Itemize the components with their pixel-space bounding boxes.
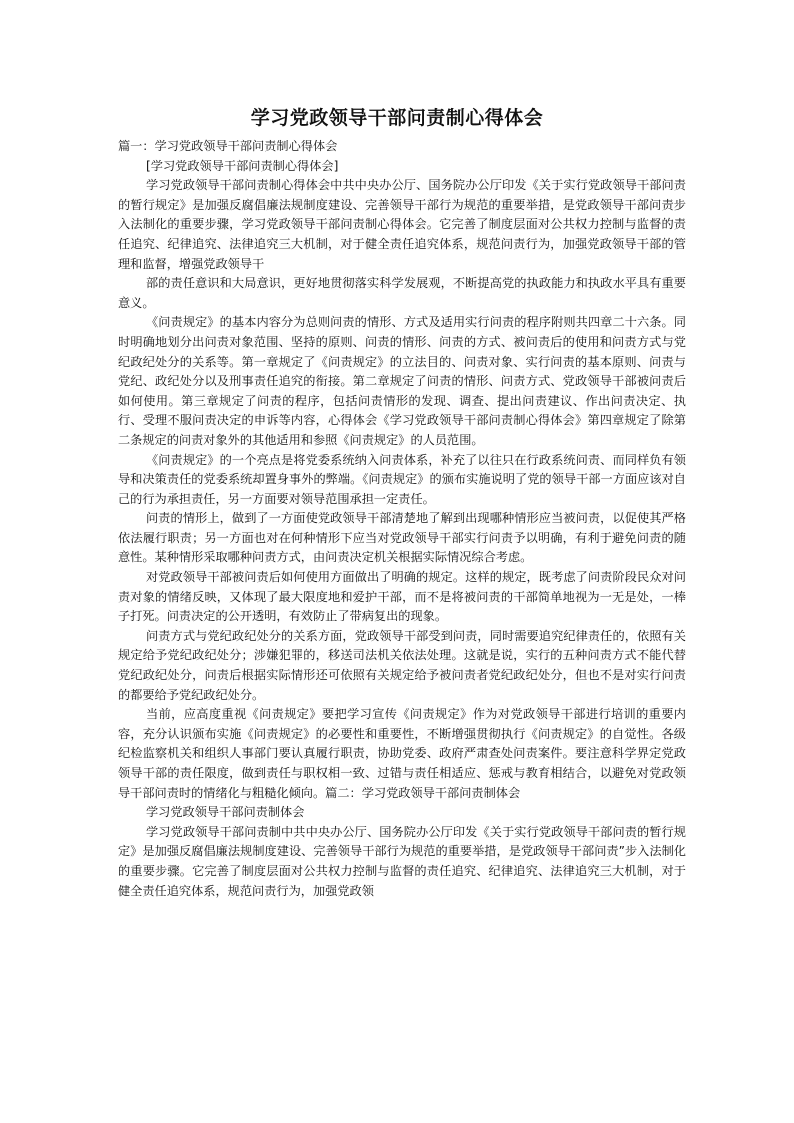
body-paragraph: 学习党政领导干部问责制体会 <box>146 805 305 820</box>
body-paragraph: 学习党政领导干部问责制中共中央办公厅、国务院办公厅印发《关于实行党政领导干部问责的暂行规定》是加强反腐倡廉法规制度建设、完善领导干部行为规范的重要举措，是党政领导干部问责”步入法制化的重要步骤。它完善了制度层面对公共权力控制与监督的责任追究、纪律追究、法律追究三大机制，对于健全责任追究体系，规范问责行为，加强党政领 <box>118 824 686 898</box>
body-paragraph: 部的责任意识和大局意识，更好地贯彻落实科学发展观，不断提高党的执政能力和执政水平具有重要意义。 <box>118 276 686 310</box>
body-paragraph: 问责的情形上，做到了一方面使党政领导干部清楚地了解到出现哪种情形应当被问责，以促使其严格依法履行职责；另一方面也对在何种情形下应当对党政领导干部实行问责予以明确，有利于避免问责的随意性。某种情形采取哪种问责方式，由问责决定机关根据实际情况综合考虑。 <box>118 511 686 565</box>
body-paragraph: [学习党政领导干部问责制心得体会] <box>146 158 339 173</box>
body-paragraph: 学习党政领导干部问责制心得体会中共中央办公厅、国务院办公厅印发《关于实行党政领导干部问责的暂行规定》是加强反腐倡廉法规制度建设、完善领导干部行为规范的重要举措，是党政领导干部问责步入法制化的重要步骤，学习党政领导干部问责制心得体会。它完善了制度层面对公共权力控制与监督的责任追究、纪律追究、法律追究三大机制，对于健全责任追究体系，规范问责行为，加强党政领导干部的管理和监督，增强党政领导干 <box>118 178 686 271</box>
body-paragraph: 当前，应高度重视《问责规定》要把学习宣传《问责规定》作为对党政领导干部进行培训的重要内容，充分认识颁布实施《问责规定》的必要性和重要性，不断增强贯彻执行《问责规定》的自觉性。各级纪检监察机关和组织人事部门要认真履行职责，协助党委、政府严肃查处问责案件。要注意科学界定党政领导干部的责任限度，做到责任与职权相一致、过错与责任相适应、惩戒与教育相结合，以避免对党政领导干部问责时的情绪化与粗糙化倾向。篇二：学习党政领导干部问责制体会 <box>118 707 686 800</box>
body-paragraph: 问责方式与党纪政纪处分的关系方面，党政领导干部受到问责，同时需要追究纪律责任的，依照有关规定给予党纪政纪处分；涉嫌犯罪的，移送司法机关依法处理。这就是说，实行的五种问责方式不能代替党纪政纪处分，问责后根据实际情形还可依照有关规定给予被问责者党纪政纪处分，但也不是对实行问责的都要给予党纪政纪处分。 <box>118 628 686 702</box>
document-title: 学习党政领导干部问责制心得体会 <box>250 107 544 129</box>
body-paragraph: 《问责规定》的基本内容分为总则问责的情形、方式及适用实行问责的程序附则共四章二十六条。同时明确地划分出问责对象范围、坚持的原则、问责的情形、问责的方式、被问责后的使用和问责方式与党纪政纪处分的关系等。第一章规定了《问责规定》的立法目的、问责对象、实行问责的基本原则、问责与党纪、政纪处分以及刑事责任追究的衔接。第二章规定了问责的情形、问责方式、党政领导干部被问责后如何使用。第三章规定了问责的程序，包括问责情形的发现、调查、提出问责建议、作出问责决定、执行、受理不服问责决定的申诉等内容，心得体会《学习党政领导干部问责制心得体会》第四章规定了除第二条规定的问责对象外的其他适用和参照《问责规定》的人员范围。 <box>118 315 686 447</box>
body-paragraph: 《问责规定》的一个亮点是将党委系统纳入问责体系，补充了以往只在行政系统问责、而同样负有领导和决策责任的党委系统却置身事外的弊端。《问责规定》的颁布实施说明了党的领导干部一方面应该对自己的行为承担责任，另一方面要对领导范围承担一定责任。 <box>118 452 686 506</box>
body-paragraph: 对党政领导干部被问责后如何使用方面做出了明确的规定。这样的规定，既考虑了问责阶段民众对问责对象的情绪反映，又体现了最大限度地和爱护干部，而不是将被问责的干部简单地视为一无是处，一棒子打死。问责决定的公开透明，有效防止了带病复出的现象。 <box>118 570 686 624</box>
document-body <box>118 137 686 901</box>
body-paragraph: 篇一：学习党政领导干部问责制心得体会 <box>118 139 338 153</box>
